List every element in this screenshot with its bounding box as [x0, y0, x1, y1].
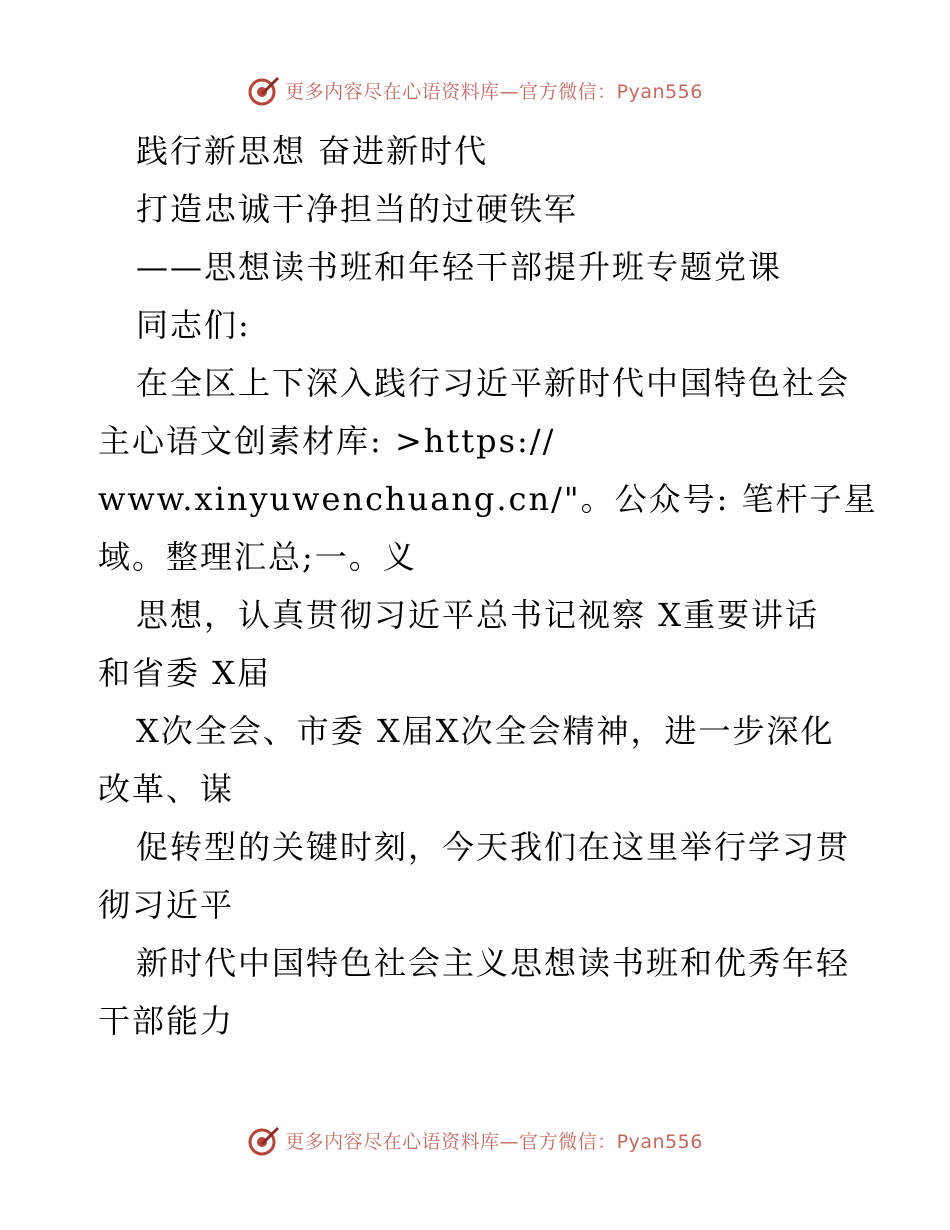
text-line: ——思想读书班和年轻干部提升班专题党课 [136, 248, 783, 286]
text-line: 在全区上下深入践行习近平新时代中国特色社会 [136, 364, 851, 402]
text-line: 干部能力 [98, 1002, 235, 1040]
text-line: 促转型的关键时刻，今天我们在这里举行学习贯 [136, 828, 851, 866]
text-line: 打造忠诚干净担当的过硬铁军 [136, 190, 579, 228]
text-line: X次全会、市委 X届X次全会精神，进一步深化 [136, 712, 835, 750]
text-line: 思想，认真贯彻习近平总书记视察 X重要讲话 [136, 596, 819, 634]
text-line: 新时代中国特色社会主义思想读书班和优秀年轻 [136, 944, 851, 982]
banner-text: 更多内容尽在心语资料库—官方微信：Pyan556 [285, 80, 703, 103]
document-body [98, 122, 878, 1050]
header-banner [0, 70, 950, 110]
banner-text: 更多内容尽在心语资料库—官方微信：Pyan556 [285, 1130, 703, 1153]
pen-logo-icon [247, 73, 281, 107]
text-line: 彻习近平 [98, 886, 235, 924]
footer-banner [0, 1120, 950, 1160]
text-line: 改革、谋 [98, 770, 235, 808]
text-line: 主心语文创素材库: >https:// [98, 422, 556, 460]
text-line: 和省委 X届 [98, 654, 271, 692]
text-line: 域。整理汇总;一。义 [98, 538, 417, 576]
pen-logo-icon [247, 1123, 281, 1157]
text-line: 践行新思想 奋进新时代 [136, 132, 489, 170]
text-line: www.xinyuwenchuang.cn/"。公众号: 笔杆子星 [98, 480, 878, 518]
text-line: 同志们: [136, 306, 251, 344]
